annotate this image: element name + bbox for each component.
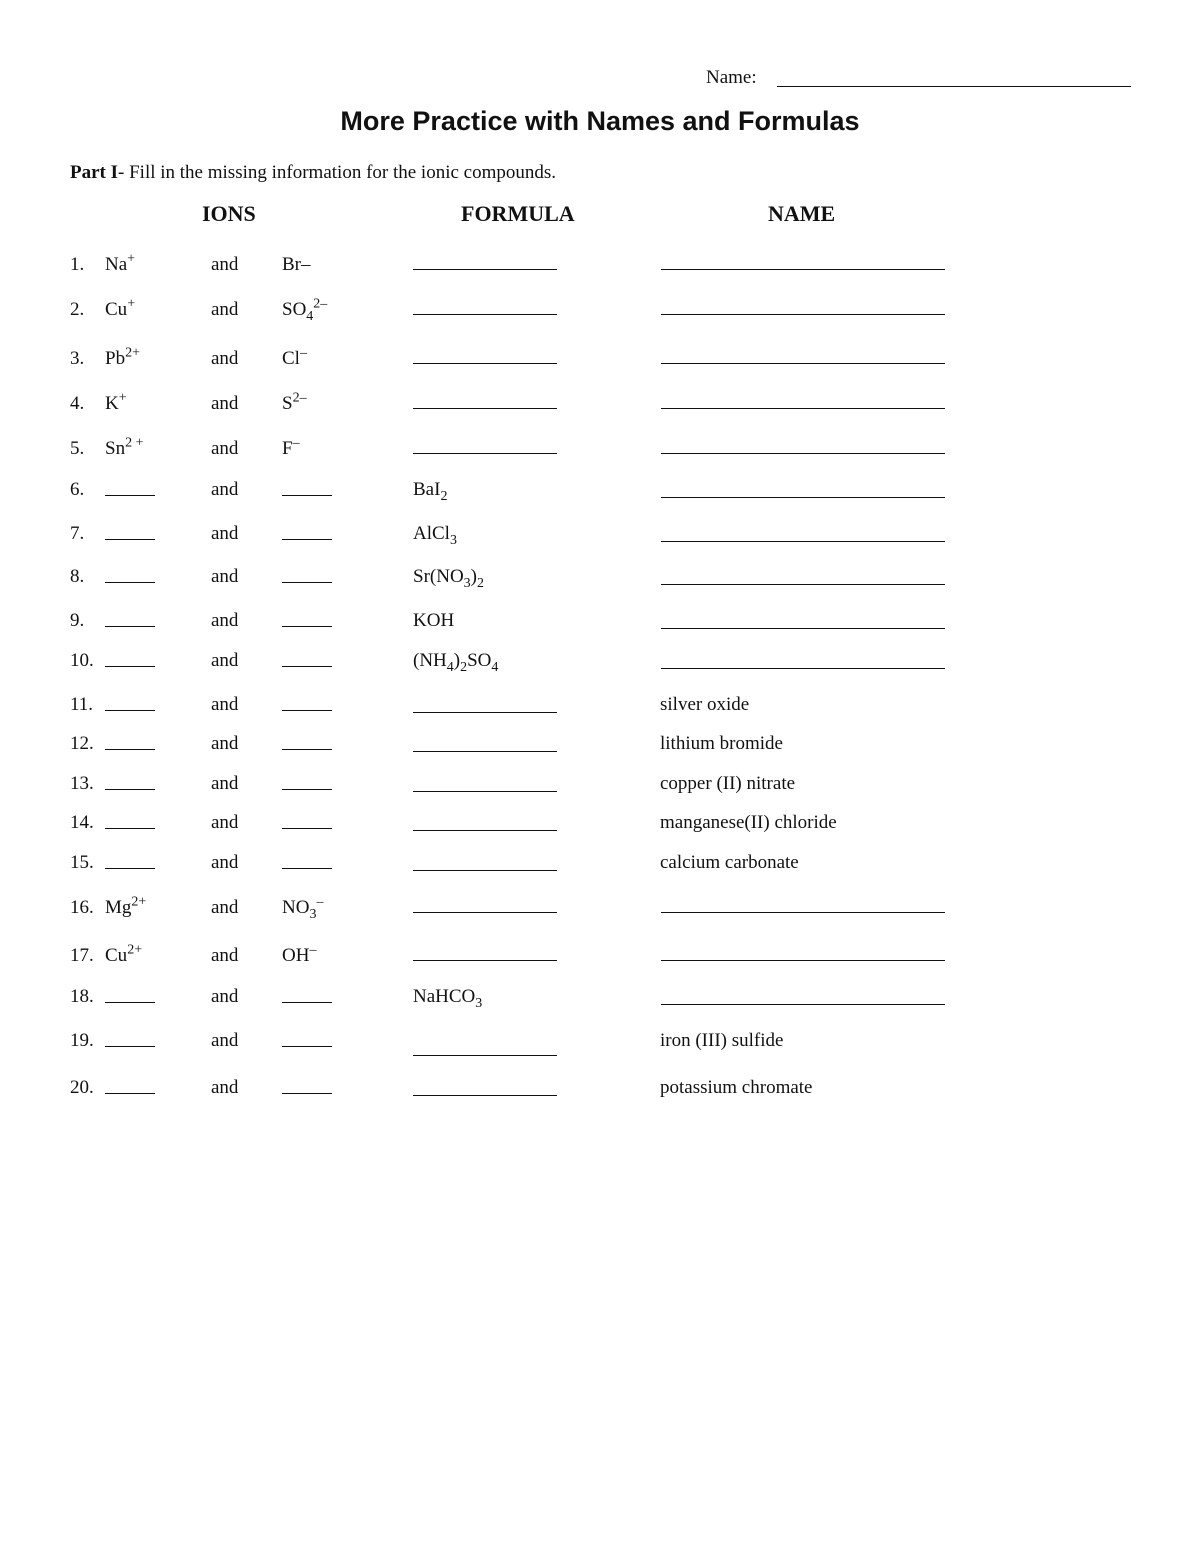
anion-blank[interactable] <box>282 773 332 796</box>
connector: and <box>211 694 239 715</box>
row-number: 3. <box>70 348 85 369</box>
name-blank[interactable] <box>661 314 945 315</box>
anion: Cl– <box>282 345 307 369</box>
name-text: manganese(II) chloride <box>660 812 837 833</box>
formula-text: KOH <box>413 610 455 631</box>
table-row <box>0 942 1200 975</box>
row-number: 6. <box>70 479 85 500</box>
name-text: potassium chromate <box>660 1077 813 1098</box>
connector: and <box>211 852 239 873</box>
connector: and <box>211 348 239 369</box>
formula-text: $(NH_4)_2SO_4$ <box>413 650 499 675</box>
cation: $Sn^{2 +}$ <box>105 435 144 459</box>
formula-blank[interactable] <box>413 830 557 831</box>
connector: and <box>211 1030 239 1051</box>
connector: and <box>211 479 239 500</box>
table-row <box>0 694 1200 724</box>
table-row <box>0 479 1200 509</box>
name-blank[interactable] <box>661 668 945 669</box>
formula-blank[interactable] <box>413 712 557 713</box>
table-row <box>0 812 1200 842</box>
anion-blank[interactable] <box>282 986 332 1009</box>
cation-blank[interactable] <box>105 610 155 633</box>
column-header-name: NAME <box>768 201 836 226</box>
anion-blank[interactable] <box>282 523 332 546</box>
formula-text: BaI$_2$ <box>413 479 448 504</box>
connector: and <box>211 393 239 414</box>
anion: F– <box>282 435 300 459</box>
formula-blank[interactable] <box>413 751 557 752</box>
cation-blank[interactable] <box>105 986 155 1009</box>
row-number: 2. <box>70 299 85 320</box>
row-number: 17. <box>70 945 94 966</box>
row-number: 4. <box>70 393 85 414</box>
cation-blank[interactable] <box>105 773 155 796</box>
cation: K+ <box>105 390 127 414</box>
cation-blank[interactable] <box>105 1030 155 1053</box>
name-blank[interactable] <box>661 1004 945 1005</box>
cation-blank[interactable] <box>105 694 155 717</box>
row-number: 7. <box>70 523 85 544</box>
formula-blank[interactable] <box>413 870 557 871</box>
instructions <box>70 162 556 184</box>
connector: and <box>211 1077 239 1098</box>
table-row <box>0 296 1200 329</box>
row-number: 11. <box>70 694 94 715</box>
anion: $SO_4^{2-}$ <box>282 296 328 324</box>
cation-blank[interactable] <box>105 479 155 502</box>
name-blank[interactable] <box>661 269 945 270</box>
row-number: 10. <box>70 650 94 671</box>
cation: Cu+ <box>105 296 136 320</box>
row-number: 19. <box>70 1030 94 1051</box>
connector: and <box>211 299 239 320</box>
column-header-formula: FORMULA <box>461 201 575 226</box>
row-number: 12. <box>70 733 94 754</box>
table-row <box>0 435 1200 468</box>
anion-blank[interactable] <box>282 566 332 589</box>
formula-blank[interactable] <box>413 791 557 792</box>
name-text: iron (III) sulfide <box>660 1030 784 1051</box>
table-row <box>0 894 1200 927</box>
connector: and <box>211 897 239 918</box>
row-number: 8. <box>70 566 85 587</box>
anion-blank[interactable] <box>282 733 332 756</box>
connector: and <box>211 566 239 587</box>
anion: OH– <box>282 942 317 966</box>
anion-blank[interactable] <box>282 1030 332 1053</box>
name-blank[interactable] <box>661 960 945 961</box>
name-blank[interactable] <box>661 628 945 629</box>
table-row <box>0 733 1200 763</box>
anion-blank[interactable] <box>282 694 332 717</box>
formula-blank[interactable] <box>413 314 557 315</box>
formula-blank[interactable] <box>413 408 557 409</box>
row-number: 16. <box>70 897 94 918</box>
anion-blank[interactable] <box>282 650 332 673</box>
anion: $S^{2-}$ <box>282 390 307 414</box>
column-header-ions: IONS <box>202 201 256 226</box>
cation-blank[interactable] <box>105 566 155 589</box>
cation-blank[interactable] <box>105 733 155 756</box>
connector: and <box>211 945 239 966</box>
name-text: calcium carbonate <box>660 852 799 873</box>
row-number: 14. <box>70 812 94 833</box>
connector: and <box>211 986 239 1007</box>
connector: and <box>211 650 239 671</box>
table-row <box>0 852 1200 882</box>
cation-blank[interactable] <box>105 523 155 546</box>
part-label: Part I <box>70 162 119 183</box>
anion-blank[interactable] <box>282 1077 332 1100</box>
formula-blank[interactable] <box>413 912 557 913</box>
name-blank[interactable] <box>661 408 945 409</box>
formula-blank[interactable] <box>413 1055 557 1056</box>
cation-blank[interactable] <box>105 852 155 875</box>
formula-text: AlCl$_3$ <box>413 523 457 548</box>
cation: Na+ <box>105 251 136 275</box>
anion-blank[interactable] <box>282 852 332 875</box>
formula-blank[interactable] <box>413 960 557 961</box>
table-row <box>0 390 1200 423</box>
row-number: 15. <box>70 852 94 873</box>
name-field[interactable] <box>777 86 1131 87</box>
cation-blank[interactable] <box>105 812 155 835</box>
connector: and <box>211 733 239 754</box>
table-row <box>0 650 1200 680</box>
anion-blank[interactable] <box>282 610 332 633</box>
cation: $Mg^{2+}$ <box>105 894 147 918</box>
formula-blank[interactable] <box>413 453 557 454</box>
name-blank[interactable] <box>661 912 945 913</box>
name-text: lithium bromide <box>660 733 783 754</box>
connector: and <box>211 610 239 631</box>
table-row <box>0 610 1200 640</box>
row-number: 20. <box>70 1077 94 1098</box>
formula-blank[interactable] <box>413 269 557 270</box>
table-row <box>0 1030 1200 1060</box>
anion: Br– <box>282 254 311 275</box>
formula-blank[interactable] <box>413 1095 557 1096</box>
cation-blank[interactable] <box>105 650 155 673</box>
row-number: 18. <box>70 986 94 1007</box>
instructions-text: - Fill in the missing information for the ionic compounds. <box>118 162 557 183</box>
name-blank[interactable] <box>661 541 945 542</box>
row-number: 5. <box>70 438 85 459</box>
name-blank[interactable] <box>661 363 945 364</box>
connector: and <box>211 254 239 275</box>
name-label: Name: <box>706 67 757 88</box>
name-text: silver oxide <box>660 694 750 715</box>
formula-text: NaHCO$_3$ <box>413 986 483 1011</box>
connector: and <box>211 773 239 794</box>
connector: and <box>211 438 239 459</box>
cation: $Cu^{2+}$ <box>105 942 143 966</box>
connector: and <box>211 523 239 544</box>
table-row <box>0 345 1200 378</box>
table-row <box>0 986 1200 1016</box>
table-row <box>0 773 1200 803</box>
table-row <box>0 566 1200 596</box>
anion-blank[interactable] <box>282 812 332 835</box>
name-blank[interactable] <box>661 584 945 585</box>
row-number: 9. <box>70 610 85 631</box>
connector: and <box>211 812 239 833</box>
name-blank[interactable] <box>661 497 945 498</box>
row-number: 13. <box>70 773 94 794</box>
page-title: More Practice with Names and Formulas <box>340 106 860 136</box>
formula-text: $Sr(NO_3)_2$ <box>413 566 484 591</box>
name-blank[interactable] <box>661 453 945 454</box>
table-row <box>0 523 1200 553</box>
table-row <box>0 1077 1200 1107</box>
cation: $Pb^{2+}$ <box>105 345 140 369</box>
row-number: 1. <box>70 254 85 275</box>
anion-blank[interactable] <box>282 479 332 502</box>
name-text: copper (II) nitrate <box>660 773 796 794</box>
formula-blank[interactable] <box>413 363 557 364</box>
anion: $NO_3^-$ <box>282 894 324 922</box>
table-row <box>0 251 1200 284</box>
cation-blank[interactable] <box>105 1077 155 1100</box>
